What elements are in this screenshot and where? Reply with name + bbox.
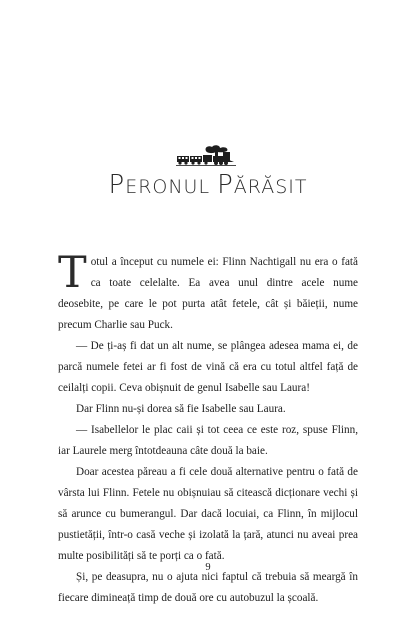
paragraph: Și, pe deasupra, nu o ajuta nici faptul că trebuia să meargă în fiecare dimineață timp de două ore cu autobuzul la școală. — [58, 571, 358, 604]
chapter-body — [58, 248, 358, 609]
paragraph: — Isabellelor le plac caii și tot ceea ce este roz, spuse Flinn, iar Laurele merg întotdeauna câte două la baie. — [58, 424, 358, 457]
paragraph: Dar Flinn nu-și dorea să fie Isabelle sau Laura. — [76, 403, 286, 415]
paragraph-text: otul a început cu numele ei: Flinn Nachtigall nu era o fată ca toate celelalte. Ea avea unul dintre acele nume deosebite, pe care le pot purta atât fetele, cât și băieții, nume precum Charlie sau Puck. — [58, 256, 358, 331]
steam-locomotive-icon — [176, 144, 240, 166]
chapter-title: PERONUL PĂRĂSIT — [108, 170, 308, 200]
page-number: 9 — [205, 562, 211, 573]
drop-cap: T — [58, 248, 87, 298]
paragraph: Doar acestea păreau a fi cele două alternative pentru o fată de vârsta lui Flinn. Fetele nu obișnuiau să citească dicționare vechi și să arunce cu bumerangul. Dar dacă locuiai, ca Flinn, în mijlocul pustietății, într-o casă veche și izolată la țară, atunci nu aveai prea multe posibilități să te porți ca o fată. — [58, 466, 358, 562]
paragraph: — De ți-aș fi dat un alt nume, se plângea adesea mama ei, de parcă numele fetei ar fi fost de vină că era cu totul altfel față de ceilalți copii. Ceva obișnuit de genul Isabelle sau Laura! — [58, 340, 358, 394]
paragraph — [58, 248, 358, 336]
